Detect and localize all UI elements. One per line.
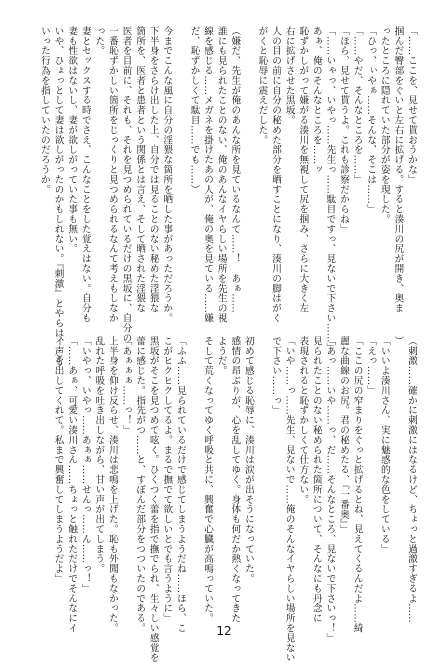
text-block-top: 「……ここを、見せて貰おうかな」 掴んだ臀部をぐいと左右に拡げる。すると湊川の尻が開き、奥ま ったところに隠れていた部分が姿を現した。 「ひっ、ぃやぁ……そんな、そこは……」 「……やだ、そんなところを……」 「ほら、見せて貰うよ。これも診察だからね」 「……いゃっ、いやっ……先生っ……駄目ですっ、見ないで下さい……」 あぁ、俺のそんなところを……ッ 恥ずかしがって嫌がる湊川を無視して尻を掴み、さらに大きく左 右に拡げさせた黒坂。 人の目の前に自分の秘めた部分を晒すことになり、湊川の脚はがく がくと恥辱に震えだした。 （嫌だ、先生が俺のあんな所を見ているなんて……！ あぁ…… 誰にも見られたことのない、俺のあんなイヤらしい場所を先生の視 線を感じる……メガネを掛けたあの人が、俺の奥を見ている……嫌 だ、恥ずかしくて駄目……でも……） 今までこんな風に自分の淫猥な箇所を晒した事があっただろうか。 下半身をさらけ出した上、自分では見ることのない秘めた淫猥な 箇所を、医者と患者という関係とは言え、そして晒された淫猥な 医者を目前に、それも、それを見つめられているだけの黒坂に、自分の 一番恥ずかしい箇所をじっくりと見つめられるなんて考えもしなか った。 妻とセックスする時でさえ、こんなことをした覚えはない。自分も 妻も性欲はないし、妻が欲しがっていた事も無い。 いや、ひょっとして妻は欲しがったのかもしれない。『刺激』とやらは、こう いった行為を指していたのだろうか。 xyxy=(38,26,417,368)
page-number: 12 xyxy=(216,624,232,638)
text-block-bottom: （刺激……確かに刺激にはなるけど、ちょっと過激すぎるよ…… ） 「いいよ湊川さん、実に魅惑的な色をしている」 「えっ……」 「ここの尻の窄まりをぐっと拡げるとね、見えてくるんだよ……綺 麗な曲線のお尻。君の秘めたる、『一番奥』」 「あっ……いや……っ、だ……そんなところ、見ないで下さいっ！」 見られたことのない秘められた箇所について、そんなにも丹念に 表現されると恥ずかしくて仕方ない。 「いや……っ……先生、見ないで……俺のそんなイヤらしい場所を見ない で下さい……っ」 初めて感じる恥辱に、湊川は涙が出そうになっていた。 感情の昂ぶりが、心を乱してゆく。身体も何だか熱くなってきた ようだ。 そして荒くなってゆく呼吸と共に、興奮で心臓が高鳴っていた。 「ふふ……見られているだけで感じてしまうようだね……ほら、こ こがヒクヒクしてるよ。まるで撫でて欲しいとでも言うように」 黒坂がそこを見つめて呟く。ひくつく蕾を指で撫でられ、生々しい感覚を 蕾に感じた。指先がつ……と、すぼんだ部分をつついたのである。 「あぁぁぁ……っ！」 上半身を仰け反らせ、湊川は悲鳴を上げた。恥も外聞もなかった。 乱れた呼吸を吐き出しながら、甘い声が出てしまう。 「いやっ、いやっ……あぁぁ……せんっ……ん……っ！」 「……あぁ、可愛い湊川さん……ちょっと触れただけでそんなにイ イ声を出してくれて。私まで興奮してしまうようだよ」 xyxy=(52,336,417,663)
